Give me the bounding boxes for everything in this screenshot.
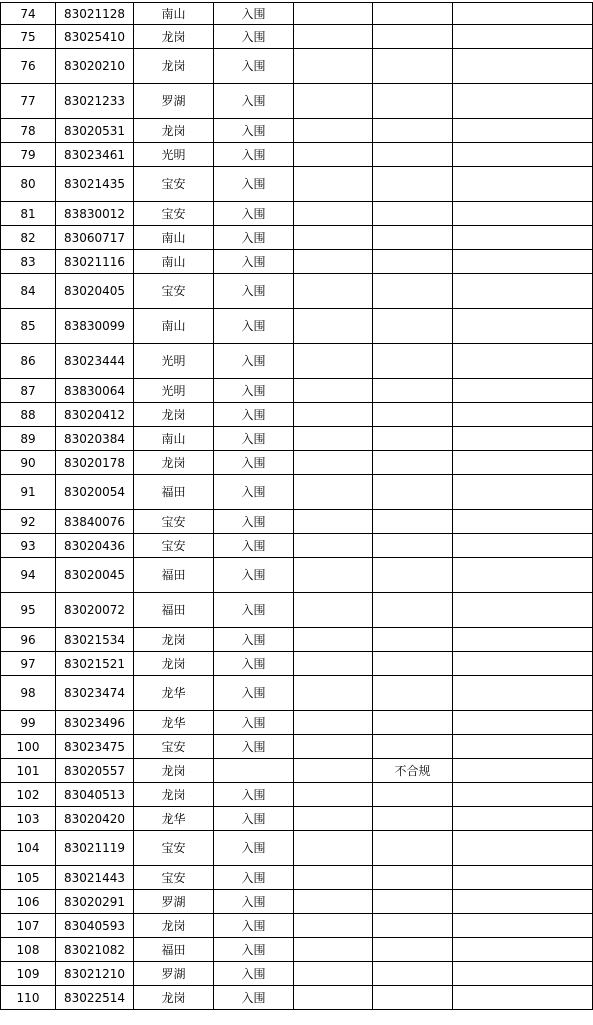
table-row bbox=[1, 309, 593, 344]
cell-blank bbox=[294, 962, 373, 986]
table-row bbox=[1, 475, 593, 510]
cell-extra bbox=[453, 475, 593, 510]
cell-note bbox=[373, 938, 453, 962]
cell-extra bbox=[453, 25, 593, 49]
cell-note bbox=[373, 652, 453, 676]
cell-note bbox=[373, 914, 453, 938]
cell-code: 83020531 bbox=[56, 119, 134, 143]
cell-status: 入围 bbox=[214, 25, 294, 49]
table-row bbox=[1, 866, 593, 890]
cell-code: 83023444 bbox=[56, 344, 134, 379]
cell-note bbox=[373, 962, 453, 986]
cell-district: 光明 bbox=[134, 379, 214, 403]
cell-note bbox=[373, 510, 453, 534]
cell-blank bbox=[294, 143, 373, 167]
cell-status: 入围 bbox=[214, 84, 294, 119]
cell-note bbox=[373, 558, 453, 593]
cell-code: 83023475 bbox=[56, 735, 134, 759]
cell-note bbox=[373, 379, 453, 403]
cell-district: 龙岗 bbox=[134, 403, 214, 427]
cell-note bbox=[373, 986, 453, 1010]
table-row bbox=[1, 735, 593, 759]
table-row bbox=[1, 593, 593, 628]
cell-note bbox=[373, 628, 453, 652]
cell-no: 78 bbox=[1, 119, 56, 143]
cell-code: 83830064 bbox=[56, 379, 134, 403]
table-row bbox=[1, 84, 593, 119]
cell-code: 83021534 bbox=[56, 628, 134, 652]
cell-extra bbox=[453, 534, 593, 558]
cell-note bbox=[373, 890, 453, 914]
table-row bbox=[1, 344, 593, 379]
table-row bbox=[1, 534, 593, 558]
cell-district: 罗湖 bbox=[134, 962, 214, 986]
cell-blank bbox=[294, 759, 373, 783]
cell-blank bbox=[294, 593, 373, 628]
cell-district: 龙华 bbox=[134, 807, 214, 831]
cell-status: 入围 bbox=[214, 309, 294, 344]
cell-code: 83020557 bbox=[56, 759, 134, 783]
table-row bbox=[1, 652, 593, 676]
cell-district: 福田 bbox=[134, 475, 214, 510]
cell-district: 龙岗 bbox=[134, 914, 214, 938]
cell-no: 101 bbox=[1, 759, 56, 783]
cell-status: 入围 bbox=[214, 534, 294, 558]
cell-status: 入围 bbox=[214, 831, 294, 866]
cell-code: 83020045 bbox=[56, 558, 134, 593]
cell-district: 南山 bbox=[134, 3, 214, 25]
cell-extra bbox=[453, 250, 593, 274]
cell-code: 83020405 bbox=[56, 274, 134, 309]
results-table bbox=[0, 2, 593, 1010]
cell-status: 入围 bbox=[214, 866, 294, 890]
cell-extra bbox=[453, 427, 593, 451]
cell-district: 福田 bbox=[134, 558, 214, 593]
cell-no: 83 bbox=[1, 250, 56, 274]
cell-blank bbox=[294, 534, 373, 558]
cell-extra bbox=[453, 807, 593, 831]
cell-note bbox=[373, 866, 453, 890]
cell-no: 107 bbox=[1, 914, 56, 938]
cell-note bbox=[373, 475, 453, 510]
cell-district: 龙华 bbox=[134, 676, 214, 711]
cell-extra bbox=[453, 962, 593, 986]
table-row bbox=[1, 451, 593, 475]
cell-extra bbox=[453, 628, 593, 652]
cell-extra bbox=[453, 49, 593, 84]
cell-district: 龙岗 bbox=[134, 119, 214, 143]
table-row bbox=[1, 914, 593, 938]
cell-code: 83020210 bbox=[56, 49, 134, 84]
table-row bbox=[1, 986, 593, 1010]
cell-blank bbox=[294, 986, 373, 1010]
cell-extra bbox=[453, 593, 593, 628]
table-row bbox=[1, 403, 593, 427]
cell-extra bbox=[453, 274, 593, 309]
cell-no: 100 bbox=[1, 735, 56, 759]
cell-code: 83060717 bbox=[56, 226, 134, 250]
cell-blank bbox=[294, 3, 373, 25]
cell-blank bbox=[294, 167, 373, 202]
cell-blank bbox=[294, 49, 373, 84]
cell-note bbox=[373, 167, 453, 202]
cell-blank bbox=[294, 379, 373, 403]
cell-no: 75 bbox=[1, 25, 56, 49]
cell-status: 入围 bbox=[214, 938, 294, 962]
cell-note bbox=[373, 274, 453, 309]
cell-status: 入围 bbox=[214, 379, 294, 403]
cell-status bbox=[214, 759, 294, 783]
cell-no: 105 bbox=[1, 866, 56, 890]
cell-district: 罗湖 bbox=[134, 890, 214, 914]
table-row bbox=[1, 3, 593, 25]
cell-no: 85 bbox=[1, 309, 56, 344]
cell-blank bbox=[294, 711, 373, 735]
cell-code: 83021435 bbox=[56, 167, 134, 202]
cell-extra bbox=[453, 783, 593, 807]
cell-blank bbox=[294, 890, 373, 914]
cell-code: 83021082 bbox=[56, 938, 134, 962]
cell-note bbox=[373, 119, 453, 143]
cell-no: 88 bbox=[1, 403, 56, 427]
cell-district: 福田 bbox=[134, 938, 214, 962]
cell-no: 108 bbox=[1, 938, 56, 962]
cell-status: 入围 bbox=[214, 250, 294, 274]
cell-status: 入围 bbox=[214, 451, 294, 475]
cell-code: 83021119 bbox=[56, 831, 134, 866]
cell-code: 83021521 bbox=[56, 652, 134, 676]
cell-no: 84 bbox=[1, 274, 56, 309]
cell-no: 91 bbox=[1, 475, 56, 510]
cell-blank bbox=[294, 84, 373, 119]
cell-status: 入围 bbox=[214, 427, 294, 451]
cell-district: 光明 bbox=[134, 143, 214, 167]
cell-status: 入围 bbox=[214, 890, 294, 914]
table-row bbox=[1, 510, 593, 534]
cell-status: 入围 bbox=[214, 49, 294, 84]
cell-district: 龙岗 bbox=[134, 628, 214, 652]
table-row bbox=[1, 379, 593, 403]
cell-blank bbox=[294, 119, 373, 143]
cell-note bbox=[373, 250, 453, 274]
cell-district: 宝安 bbox=[134, 831, 214, 866]
cell-note bbox=[373, 676, 453, 711]
cell-no: 87 bbox=[1, 379, 56, 403]
cell-blank bbox=[294, 25, 373, 49]
cell-blank bbox=[294, 274, 373, 309]
cell-no: 94 bbox=[1, 558, 56, 593]
cell-no: 82 bbox=[1, 226, 56, 250]
cell-status: 入围 bbox=[214, 510, 294, 534]
cell-no: 92 bbox=[1, 510, 56, 534]
cell-blank bbox=[294, 309, 373, 344]
cell-blank bbox=[294, 652, 373, 676]
cell-no: 80 bbox=[1, 167, 56, 202]
cell-status: 入围 bbox=[214, 3, 294, 25]
cell-blank bbox=[294, 558, 373, 593]
cell-note bbox=[373, 711, 453, 735]
cell-code: 83021443 bbox=[56, 866, 134, 890]
cell-no: 74 bbox=[1, 3, 56, 25]
table-row bbox=[1, 427, 593, 451]
cell-note bbox=[373, 427, 453, 451]
cell-note bbox=[373, 344, 453, 379]
cell-note bbox=[373, 783, 453, 807]
cell-status: 入围 bbox=[214, 202, 294, 226]
cell-blank bbox=[294, 831, 373, 866]
cell-note bbox=[373, 403, 453, 427]
cell-no: 89 bbox=[1, 427, 56, 451]
cell-extra bbox=[453, 735, 593, 759]
table-row bbox=[1, 676, 593, 711]
cell-no: 86 bbox=[1, 344, 56, 379]
cell-extra bbox=[453, 344, 593, 379]
cell-district: 宝安 bbox=[134, 735, 214, 759]
cell-extra bbox=[453, 119, 593, 143]
cell-extra bbox=[453, 986, 593, 1010]
cell-code: 83021210 bbox=[56, 962, 134, 986]
cell-code: 83020384 bbox=[56, 427, 134, 451]
cell-blank bbox=[294, 250, 373, 274]
cell-code: 83023474 bbox=[56, 676, 134, 711]
cell-no: 104 bbox=[1, 831, 56, 866]
cell-blank bbox=[294, 783, 373, 807]
cell-note bbox=[373, 49, 453, 84]
cell-no: 96 bbox=[1, 628, 56, 652]
cell-blank bbox=[294, 866, 373, 890]
cell-district: 罗湖 bbox=[134, 84, 214, 119]
cell-status: 入围 bbox=[214, 628, 294, 652]
cell-no: 110 bbox=[1, 986, 56, 1010]
cell-extra bbox=[453, 226, 593, 250]
cell-extra bbox=[453, 202, 593, 226]
cell-extra bbox=[453, 831, 593, 866]
cell-code: 83840076 bbox=[56, 510, 134, 534]
cell-district: 宝安 bbox=[134, 866, 214, 890]
cell-code: 83020291 bbox=[56, 890, 134, 914]
cell-code: 83025410 bbox=[56, 25, 134, 49]
cell-status: 入围 bbox=[214, 783, 294, 807]
table-row bbox=[1, 202, 593, 226]
cell-district: 龙岗 bbox=[134, 49, 214, 84]
cell-status: 入围 bbox=[214, 676, 294, 711]
cell-code: 83020436 bbox=[56, 534, 134, 558]
cell-blank bbox=[294, 628, 373, 652]
cell-district: 南山 bbox=[134, 226, 214, 250]
cell-blank bbox=[294, 427, 373, 451]
cell-code: 83830012 bbox=[56, 202, 134, 226]
cell-no: 76 bbox=[1, 49, 56, 84]
cell-status: 入围 bbox=[214, 274, 294, 309]
cell-code: 83020072 bbox=[56, 593, 134, 628]
cell-district: 龙华 bbox=[134, 711, 214, 735]
cell-district: 南山 bbox=[134, 309, 214, 344]
cell-extra bbox=[453, 938, 593, 962]
cell-note bbox=[373, 3, 453, 25]
cell-note bbox=[373, 807, 453, 831]
cell-note bbox=[373, 593, 453, 628]
cell-no: 77 bbox=[1, 84, 56, 119]
cell-district: 南山 bbox=[134, 427, 214, 451]
table-row bbox=[1, 890, 593, 914]
table-row bbox=[1, 143, 593, 167]
cell-status: 入围 bbox=[214, 652, 294, 676]
cell-no: 106 bbox=[1, 890, 56, 914]
cell-district: 龙岗 bbox=[134, 25, 214, 49]
cell-district: 龙岗 bbox=[134, 652, 214, 676]
table-body bbox=[1, 3, 593, 1010]
cell-note: 不合规 bbox=[373, 759, 453, 783]
cell-note bbox=[373, 309, 453, 344]
table-row bbox=[1, 831, 593, 866]
cell-extra bbox=[453, 558, 593, 593]
table-row bbox=[1, 628, 593, 652]
table-row bbox=[1, 558, 593, 593]
cell-extra bbox=[453, 866, 593, 890]
table-row bbox=[1, 807, 593, 831]
table-row bbox=[1, 274, 593, 309]
cell-district: 光明 bbox=[134, 344, 214, 379]
cell-blank bbox=[294, 735, 373, 759]
cell-blank bbox=[294, 226, 373, 250]
cell-extra bbox=[453, 759, 593, 783]
cell-district: 龙岗 bbox=[134, 783, 214, 807]
cell-district: 南山 bbox=[134, 250, 214, 274]
cell-note bbox=[373, 143, 453, 167]
cell-code: 83022514 bbox=[56, 986, 134, 1010]
cell-no: 81 bbox=[1, 202, 56, 226]
cell-district: 福田 bbox=[134, 593, 214, 628]
cell-status: 入围 bbox=[214, 143, 294, 167]
cell-extra bbox=[453, 652, 593, 676]
cell-code: 83021116 bbox=[56, 250, 134, 274]
cell-district: 宝安 bbox=[134, 202, 214, 226]
cell-extra bbox=[453, 167, 593, 202]
cell-extra bbox=[453, 143, 593, 167]
cell-blank bbox=[294, 344, 373, 379]
cell-note bbox=[373, 451, 453, 475]
cell-status: 入围 bbox=[214, 226, 294, 250]
cell-extra bbox=[453, 890, 593, 914]
cell-code: 83021128 bbox=[56, 3, 134, 25]
cell-code: 83023461 bbox=[56, 143, 134, 167]
cell-blank bbox=[294, 676, 373, 711]
cell-code: 83020178 bbox=[56, 451, 134, 475]
cell-note bbox=[373, 735, 453, 759]
table-row bbox=[1, 962, 593, 986]
cell-no: 103 bbox=[1, 807, 56, 831]
cell-status: 入围 bbox=[214, 914, 294, 938]
cell-extra bbox=[453, 403, 593, 427]
cell-code: 83040593 bbox=[56, 914, 134, 938]
cell-no: 79 bbox=[1, 143, 56, 167]
cell-district: 龙岗 bbox=[134, 759, 214, 783]
cell-note bbox=[373, 84, 453, 119]
cell-blank bbox=[294, 475, 373, 510]
table-row bbox=[1, 226, 593, 250]
cell-no: 102 bbox=[1, 783, 56, 807]
cell-blank bbox=[294, 451, 373, 475]
cell-blank bbox=[294, 403, 373, 427]
cell-status: 入围 bbox=[214, 735, 294, 759]
cell-status: 入围 bbox=[214, 167, 294, 202]
cell-status: 入围 bbox=[214, 558, 294, 593]
cell-code: 83020054 bbox=[56, 475, 134, 510]
cell-extra bbox=[453, 309, 593, 344]
cell-blank bbox=[294, 510, 373, 534]
cell-code: 83021233 bbox=[56, 84, 134, 119]
cell-status: 入围 bbox=[214, 119, 294, 143]
cell-code: 83020420 bbox=[56, 807, 134, 831]
cell-district: 宝安 bbox=[134, 510, 214, 534]
cell-no: 99 bbox=[1, 711, 56, 735]
cell-district: 宝安 bbox=[134, 534, 214, 558]
table-row bbox=[1, 250, 593, 274]
cell-blank bbox=[294, 938, 373, 962]
cell-note bbox=[373, 25, 453, 49]
cell-extra bbox=[453, 510, 593, 534]
cell-extra bbox=[453, 676, 593, 711]
table-row bbox=[1, 711, 593, 735]
table-row bbox=[1, 759, 593, 783]
cell-code: 83830099 bbox=[56, 309, 134, 344]
cell-status: 入围 bbox=[214, 962, 294, 986]
cell-blank bbox=[294, 914, 373, 938]
cell-district: 宝安 bbox=[134, 167, 214, 202]
cell-no: 90 bbox=[1, 451, 56, 475]
cell-no: 109 bbox=[1, 962, 56, 986]
cell-status: 入围 bbox=[214, 593, 294, 628]
cell-no: 98 bbox=[1, 676, 56, 711]
cell-blank bbox=[294, 807, 373, 831]
cell-code: 83040513 bbox=[56, 783, 134, 807]
cell-district: 宝安 bbox=[134, 274, 214, 309]
cell-no: 97 bbox=[1, 652, 56, 676]
cell-note bbox=[373, 534, 453, 558]
cell-note bbox=[373, 202, 453, 226]
cell-note bbox=[373, 831, 453, 866]
cell-code: 83020412 bbox=[56, 403, 134, 427]
cell-extra bbox=[453, 3, 593, 25]
table-row bbox=[1, 938, 593, 962]
cell-extra bbox=[453, 451, 593, 475]
cell-district: 龙岗 bbox=[134, 451, 214, 475]
cell-note bbox=[373, 226, 453, 250]
cell-no: 93 bbox=[1, 534, 56, 558]
table-row bbox=[1, 49, 593, 84]
cell-status: 入围 bbox=[214, 711, 294, 735]
table-row bbox=[1, 119, 593, 143]
cell-status: 入围 bbox=[214, 344, 294, 379]
cell-blank bbox=[294, 202, 373, 226]
cell-status: 入围 bbox=[214, 986, 294, 1010]
cell-no: 95 bbox=[1, 593, 56, 628]
cell-extra bbox=[453, 914, 593, 938]
cell-extra bbox=[453, 379, 593, 403]
cell-extra bbox=[453, 84, 593, 119]
table-row bbox=[1, 25, 593, 49]
cell-district: 龙岗 bbox=[134, 986, 214, 1010]
cell-status: 入围 bbox=[214, 475, 294, 510]
table-row bbox=[1, 167, 593, 202]
cell-status: 入围 bbox=[214, 403, 294, 427]
cell-code: 83023496 bbox=[56, 711, 134, 735]
table-row bbox=[1, 783, 593, 807]
cell-extra bbox=[453, 711, 593, 735]
cell-status: 入围 bbox=[214, 807, 294, 831]
